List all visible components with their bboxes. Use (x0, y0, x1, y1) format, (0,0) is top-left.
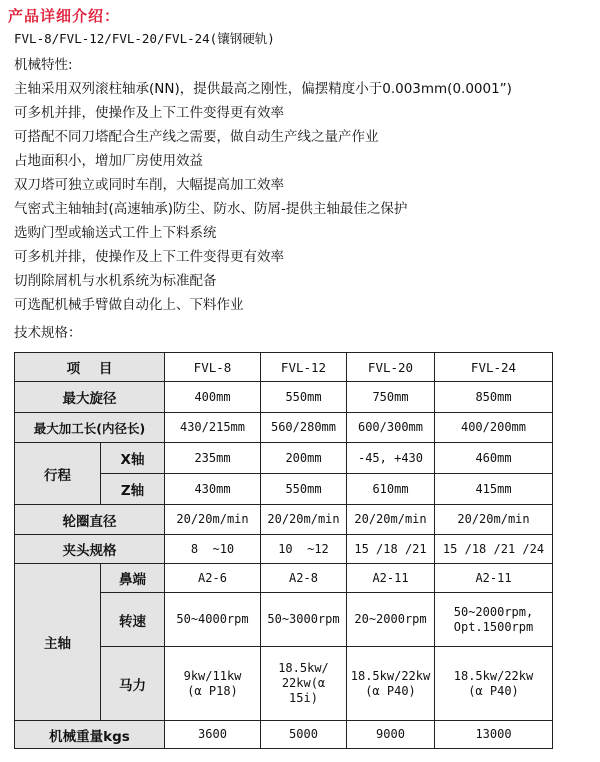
features-title: 机械特性: (14, 57, 73, 73)
cell-value: 400mm (165, 382, 261, 413)
table-row (15, 535, 553, 564)
cell-value: 460mm (435, 443, 553, 474)
row-label: 夹头规格 (15, 535, 165, 564)
cell-value: A2-8 (261, 564, 347, 593)
cell-value: 10 ~12 (261, 535, 347, 564)
feature-item: 气密式主轴轴封(高速轴承)防尘、防水、防屑-提供主轴最佳之保护 (14, 201, 408, 217)
cell-value: 610mm (347, 474, 435, 505)
table-row (15, 721, 553, 749)
feature-item: 可选配机械手臂做自动化上、下料作业 (14, 297, 244, 313)
model-header: FVL-24 (435, 353, 553, 382)
table-row (15, 413, 553, 443)
cell-value: 13000 (435, 721, 553, 749)
model-header: FVL-20 (347, 353, 435, 382)
row-label: 轮圈直径 (15, 505, 165, 535)
cell-value: 18.5kw/22kw (α P40) (347, 647, 435, 721)
table-row (15, 443, 553, 474)
sub-row-label: 鼻端 (101, 564, 165, 593)
spec-title: 技术规格： (14, 325, 82, 341)
table-row (15, 564, 553, 593)
row-label: 最大加工长(内径长) (15, 413, 165, 443)
cell-value: A2-11 (435, 564, 553, 593)
cell-value: 550mm (261, 474, 347, 505)
model-header: FVL-12 (261, 353, 347, 382)
cell-value: A2-6 (165, 564, 261, 593)
cell-value: 15 /18 /21 /24 (435, 535, 553, 564)
cell-value: 9kw/11kw (α P18) (165, 647, 261, 721)
cell-value: 50~2000rpm, Opt.1500rpm (435, 593, 553, 647)
cell-value: 20/20m/min (261, 505, 347, 535)
cell-value: 430/215mm (165, 413, 261, 443)
cell-value: 550mm (261, 382, 347, 413)
sub-row-label: Z轴 (101, 474, 165, 505)
cell-value: 400/200mm (435, 413, 553, 443)
feature-item: 可多机并排，使操作及上下工件变得更有效率 (14, 105, 284, 121)
cell-value: 18.5kw/ 22kw(α 15i) (261, 647, 347, 721)
section-heading: 产品详细介绍： (8, 7, 121, 25)
table-row (15, 505, 553, 535)
cell-value: 600/300mm (347, 413, 435, 443)
cell-value: 235mm (165, 443, 261, 474)
cell-value: 415mm (435, 474, 553, 505)
feature-item: 切削除屑机与水机系统为标准配备 (14, 273, 217, 289)
cell-value: 3600 (165, 721, 261, 749)
cell-value: 20/20m/min (165, 505, 261, 535)
feature-item: 占地面积小，增加厂房使用效益 (14, 153, 203, 169)
spec-table (14, 352, 553, 749)
cell-value: 9000 (347, 721, 435, 749)
row-label: 机械重量kgs (15, 721, 165, 749)
cell-value: 18.5kw/22kw (α P40) (435, 647, 553, 721)
cell-value: 200mm (261, 443, 347, 474)
cell-value: 50~3000rpm (261, 593, 347, 647)
header-item-cell: 项 目 (15, 353, 165, 382)
cell-value: 750mm (347, 382, 435, 413)
cell-value: 5000 (261, 721, 347, 749)
model-header: FVL-8 (165, 353, 261, 382)
sub-row-label: 马力 (101, 647, 165, 721)
row-label: 最大旋径 (15, 382, 165, 413)
row-label: 行程 (15, 443, 101, 505)
feature-item: 选购门型或输送式工件上下料系统 (14, 225, 217, 241)
cell-value: 560/280mm (261, 413, 347, 443)
cell-value: A2-11 (347, 564, 435, 593)
feature-item: 双刀塔可独立或同时车削，大幅提高加工效率 (14, 177, 284, 193)
cell-value: 50~4000rpm (165, 593, 261, 647)
cell-value: 20/20m/min (435, 505, 553, 535)
cell-value: 20/20m/min (347, 505, 435, 535)
sub-row-label: X轴 (101, 443, 165, 474)
cell-value: 8 ~10 (165, 535, 261, 564)
row-label: 主轴 (15, 564, 101, 721)
cell-value: 850mm (435, 382, 553, 413)
sub-row-label: 转速 (101, 593, 165, 647)
feature-item: 可搭配不同刀塔配合生产线之需要，做自动生产线之量产作业 (14, 129, 379, 145)
feature-item: 可多机并排，使操作及上下工件变得更有效率 (14, 249, 284, 265)
feature-item: 主轴采用双列滚柱轴承(NN)，提供最高之刚性，偏摆精度小于0.003mm(0.0001”) (14, 81, 512, 97)
cell-value: 20~2000rpm (347, 593, 435, 647)
cell-value: 430mm (165, 474, 261, 505)
cell-value: -45, +430 (347, 443, 435, 474)
model-line: FVL-8/FVL-12/FVL-20/FVL-24(镶钢硬轨) (14, 31, 275, 46)
table-row (15, 382, 553, 413)
table-header-row (15, 353, 553, 382)
cell-value: 15 /18 /21 (347, 535, 435, 564)
